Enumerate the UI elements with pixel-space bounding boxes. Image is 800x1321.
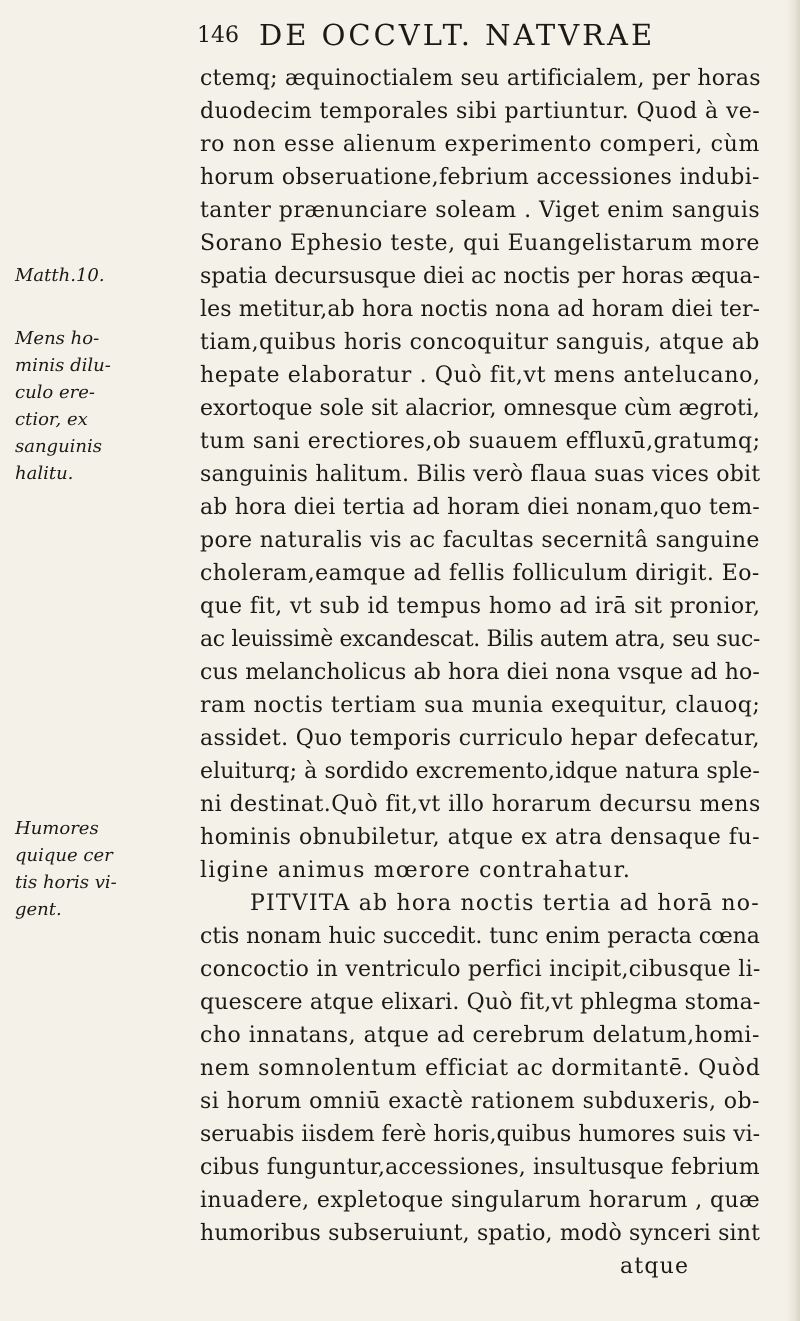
margin-note-line: ctior, ex [15, 409, 88, 430]
text-line: eluiturq; à sordido excremento,idque natura sple- [200, 759, 760, 784]
margin-note-humores [15, 815, 195, 923]
text-line: ligine animus mœrore contrahatur. [200, 858, 632, 883]
margin-note-line: halitu. [15, 463, 74, 484]
text-line: ro non esse alienum experimento comperi, cùm [200, 132, 761, 157]
text-line: tum sani erectiores,ob suauem effluxū,gratumq; [200, 429, 761, 454]
margin-note-line: sanguinis [15, 436, 103, 457]
text-line: nem somnolentum efficiat ac dormitantē. Quòd [200, 1056, 761, 1081]
text-line: duodecim temporales sibi partiuntur. Quod à ve- [200, 99, 761, 124]
text-line: ni destinat.Quò fit,vt illo horarum decursu mens [200, 792, 761, 817]
text-line: spatia decursusque diei ac noctis per horas æqua- [200, 264, 761, 289]
text-line: seruabis iisdem ferè horis,quibus humores suis vi- [200, 1122, 761, 1147]
text-line: tiam,quibus horis concoquitur sanguis, atque ab [200, 330, 760, 355]
text-line: tanter prænunciare soleam . Viget enim sanguis [200, 198, 761, 223]
text-line: ram noctis tertiam sua munia exequitur, clauoq; [200, 693, 761, 718]
body-text [200, 62, 790, 1283]
text-line: Sorano Ephesio teste, qui Euangelistarum more [200, 231, 760, 256]
text-line: quescere atque elixari. Quò fit,vt phlegma stoma- [200, 990, 761, 1015]
text-line: assidet. Quo temporis curriculo hepar defecatur, [200, 726, 760, 751]
text-line: exortoque sole sit alacrior, omnesque cùm ægroti, [200, 396, 760, 421]
text-line: cho innatans, atque ad cerebrum delatum,homi- [200, 1023, 760, 1048]
text-line: ab hora diei tertia ad horam diei nonam,quo tem- [200, 495, 760, 520]
margin-reference [15, 262, 195, 289]
text-line: choleram,eamque ad fellis folliculum dirigit. Eo- [200, 561, 760, 586]
margin-note-line: Mens ho- [15, 328, 100, 349]
text-line: ctemq; æquinoctialem seu artificialem, per horas [200, 66, 761, 91]
text-line: que fit, vt sub id tempus homo ad irā sit pronior, [200, 594, 761, 619]
text-line: hepate elaboratur . Quò fit,vt mens antelucano, [200, 363, 761, 388]
catchword: atque [620, 1254, 690, 1279]
text-line: inuadere, expletoque singularum horarum , quæ [200, 1188, 761, 1213]
text-line: PITVITA ab hora noctis tertia ad horā no- [250, 891, 760, 916]
margin-note-line: gent. [15, 899, 62, 920]
text-line: ctis nonam huic succedit. tunc enim peracta cœna [200, 924, 760, 949]
text-line: si horum omniū exactè rationem subduxeris, ob- [200, 1089, 760, 1114]
page-number: 146 [197, 23, 239, 48]
margin-reference-text: Matth.10. [15, 265, 105, 286]
text-line: sanguinis halitum. Bilis verò flaua suas vices obit [200, 462, 761, 487]
page-header [197, 18, 757, 58]
margin-note-line: tis horis vi- [15, 872, 117, 893]
margin-note-line: quique cer [15, 845, 113, 866]
text-line: cibus funguntur,accessiones, insultusque febrium [200, 1155, 760, 1180]
text-line: hominis obnubiletur, atque ex atra densaque fu- [200, 825, 761, 850]
text-line: concoctio in ventriculo perfici incipit,cibusque li- [200, 957, 761, 982]
text-line: humoribus subseruiunt, spatio, modò synceri sint [200, 1221, 761, 1246]
text-line: cus melancholicus ab hora diei nona vsque ad ho- [200, 660, 760, 685]
margin-note-line: Humores [15, 818, 99, 839]
running-title: DE OCCVLT. NATVRAE [259, 18, 656, 52]
margin-note-mens [15, 325, 195, 487]
margin-note-line: culo ere- [15, 382, 95, 403]
text-line: pore naturalis vis ac facultas secernitâ sanguine [200, 528, 760, 553]
text-line: les metitur,ab hora noctis nona ad horam diei ter- [200, 297, 761, 322]
text-line: ac leuissimè excandescat. Bilis autem atra, seu suc- [200, 627, 760, 652]
margin-note-line: minis dilu- [15, 355, 111, 376]
text-line: horum obseruatione,febrium accessiones indubi- [200, 165, 760, 190]
